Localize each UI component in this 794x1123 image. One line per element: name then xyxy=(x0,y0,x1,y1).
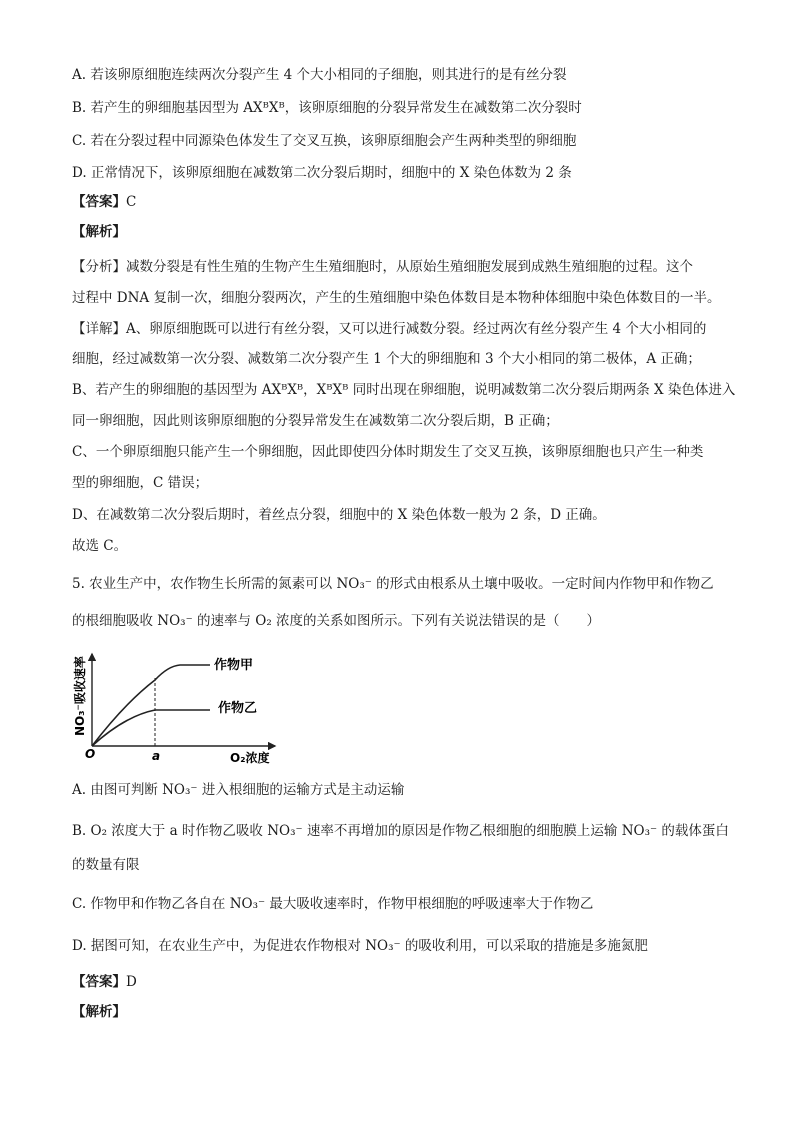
q4-option-b: B. 若产生的卵细胞基因型为 AXᴮXᴮ，该卵原细胞的分裂异常发生在减数第二次分裂时 xyxy=(72,100,582,116)
analysis-line: 【分析】减数分裂是有性生殖的生物产生生殖细胞时，从原始生殖细胞发展到成熟生殖细胞的过程。这个 xyxy=(72,259,693,275)
a-label: a xyxy=(152,749,161,763)
analysis-line: 故选 C。 xyxy=(72,538,128,554)
q4-option-a: A. 若该卵原细胞连续两次分裂产生 4 个大小相同的子细胞，则其进行的是有丝分裂 xyxy=(72,67,567,83)
y-axis-label: NO₃⁻吸收速率 xyxy=(73,656,87,736)
answer-label: 【答案】 xyxy=(72,974,126,990)
q4-option-d: D. 正常情况下，该卵原细胞在减数第二次分裂后期时，细胞中的 X 染色体数为 2 条 xyxy=(72,165,572,181)
answer-value: D xyxy=(126,974,137,990)
q4-analysis-label: 【解析】 xyxy=(72,224,126,240)
origin-label: O xyxy=(85,747,96,761)
curve1-label: 作物甲 xyxy=(214,658,254,673)
analysis-line: 细胞，经过减数第一次分裂、减数第二次分裂产生 1 个大的卵细胞和 3 个大小相同的第二极体，A 正确； xyxy=(72,351,701,367)
q5-stem-line: 5. 农业生产中，农作物生长所需的氮素可以 NO₃⁻ 的形式由根系从土壤中吸收。一定时间内作物甲和作物乙 xyxy=(72,576,714,592)
analysis-line: D、在减数第二次分裂后期时，着丝点分裂，细胞中的 X 染色体数一般为 2 条，D 正确。 xyxy=(72,507,606,523)
analysis-line: C、一个卵原细胞只能产生一个卵细胞，因此即使四分体时期发生了交叉互换，该卵原细胞也只产生一种类 xyxy=(72,444,704,460)
curve-crop-yi xyxy=(92,710,210,746)
q5-option-c: C. 作物甲和作物乙各自在 NO₃⁻ 最大吸收速率时，作物甲根细胞的呼吸速率大于作物乙 xyxy=(72,896,594,912)
q5-option-b: B. O₂ 浓度大于 a 时作物乙吸收 NO₃⁻ 速率不再增加的原因是作物乙根细胞的细胞膜上运输 NO₃⁻ 的载体蛋白 xyxy=(72,823,729,839)
answer-label: 【答案】 xyxy=(72,194,126,210)
q4-answer xyxy=(72,193,136,211)
q5-option-d: D. 据图可知，在农业生产中，为促进农作物根对 NO₃⁻ 的吸收利用，可以采取的措施是多施氮肥 xyxy=(72,938,648,954)
curve-crop-jia xyxy=(92,665,210,746)
q5-answer xyxy=(72,973,137,991)
q5-analysis-label: 【解析】 xyxy=(72,1004,126,1020)
analysis-line: 同一卵细胞，因此则该卵原细胞的分裂异常发生在减数第二次分裂后期，B 正确； xyxy=(72,413,559,429)
uptake-rate-figure xyxy=(70,648,290,774)
q5-option-a: A. 由图可判断 NO₃⁻ 进入根细胞的运输方式是主动运输 xyxy=(72,782,405,798)
q5-stem-line: 的根细胞吸收 NO₃⁻ 的速率与 O₂ 浓度的关系如图所示。下列有关说法错误的是（ ） xyxy=(72,613,601,629)
analysis-line: 型的卵细胞，C 错误； xyxy=(72,475,209,491)
q4-option-c: C. 若在分裂过程中同源染色体发生了交叉互换，该卵原细胞会产生两种类型的卵细胞 xyxy=(72,133,577,149)
curve2-label: 作物乙 xyxy=(218,701,258,716)
analysis-line: 【详解】A、卵原细胞既可以进行有丝分裂，又可以进行减数分裂。经过两次有丝分裂产生 4 个大小相同的 xyxy=(72,321,707,337)
analysis-line: 过程中 DNA 复制一次，细胞分裂两次，产生的生殖细胞中染色体数目是本物种体细胞中染色体数目的一半。 xyxy=(72,290,721,306)
answer-value: C xyxy=(126,194,137,210)
x-axis-label: O₂浓度 xyxy=(230,751,270,765)
analysis-line: B、若产生的卵细胞的基因型为 AXᴮXᴮ，XᴮXᴮ 同时出现在卵细胞，说明减数第二次分裂后期两条 X 染色体进入 xyxy=(72,382,736,398)
q5-option-b-cont: 的数量有限 xyxy=(72,857,140,873)
